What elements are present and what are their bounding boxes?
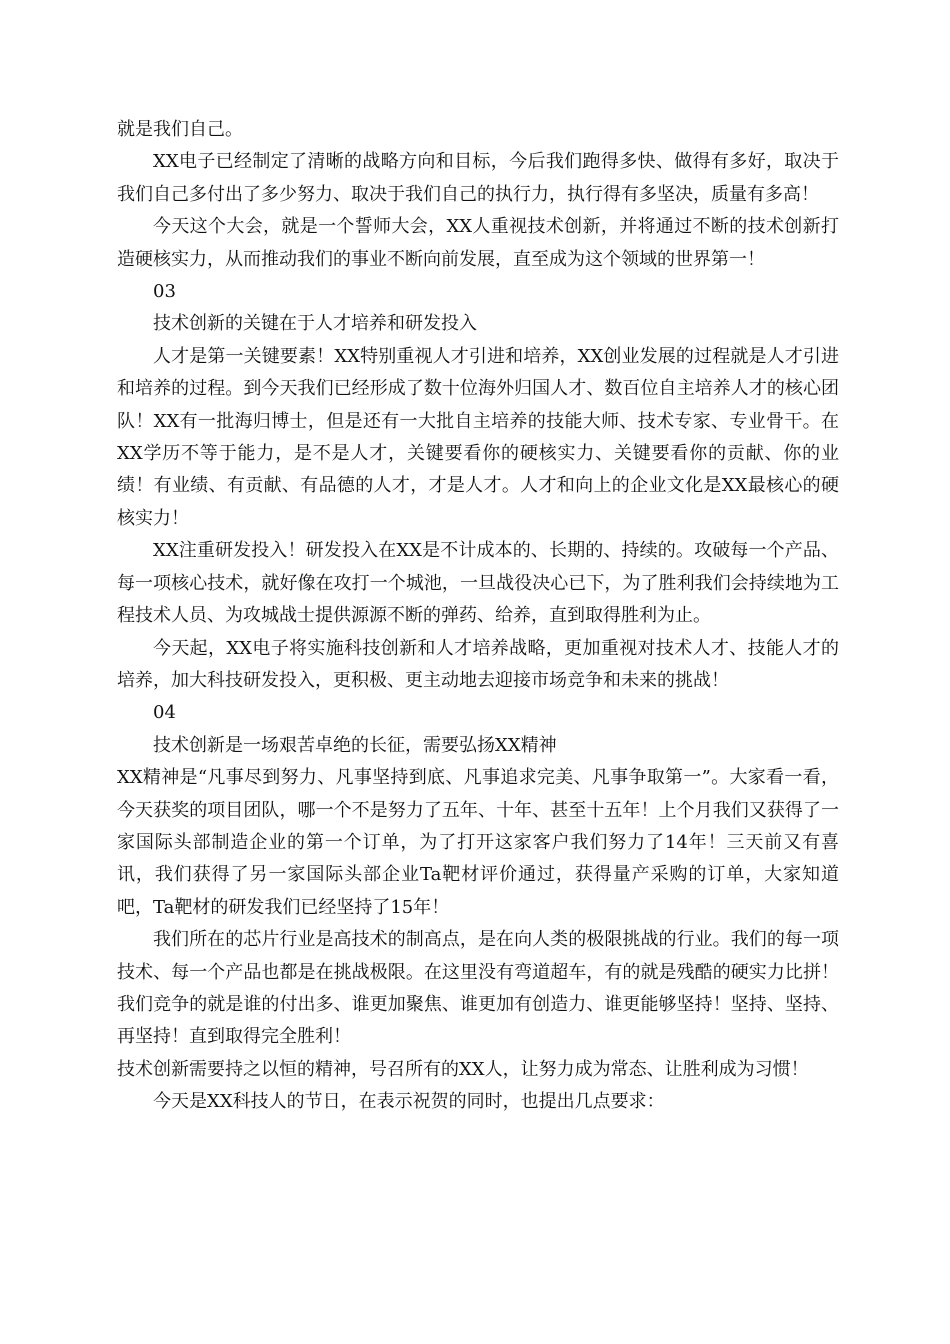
paragraph-chip-industry: 我们所在的芯片行业是高技术的制高点，是在向人类的极限挑战的行业。我们的每一项技术、每一个产品也都是在挑战极限。在这里没有弯道超车，有的就是残酷的硬实力比拼！我们竞争的就是谁的付出多、谁更加聚焦、谁更加有创造力、谁更能够坚持！坚持、坚持、再坚持！直到取得完全胜利！ [117, 929, 839, 1048]
document-body [117, 114, 839, 1119]
section-number-04: 04 [153, 702, 176, 724]
paragraph-rd-investment: XX注重研发投入！研发投入在XX是不计成本的、长期的、持续的。攻破每一个产品、每一项核心技术，就好像在攻打一个城池，一旦战役决心已下，为了胜利我们会持续地为工程技术人员、为攻城战士提供源源不断的弹药、给养，直到取得胜利为止。 [117, 540, 839, 627]
paragraph-call-to-action: 技术创新需要持之以恒的精神，号召所有的XX人，让努力成为常态、让胜利成为习惯！ [117, 1058, 809, 1080]
paragraph-spirit: XX精神是“凡事尽到努力、凡事坚持到底、凡事追求完美、凡事争取第一”。大家看一看，今天获奖的项目团队，哪一个不是努力了五年、十年、甚至十五年！上个月我们又获得了一家国际头部制造企业的第一个订单，为了打开这家客户我们努力了14年！三天前又有喜讯，我们获得了另一家国际头部企业Ta靶材评价通过，获得量产采购的订单，大家知道吧，Ta靶材的研发我们已经坚持了15年！ [117, 767, 839, 918]
section-heading-talent: 技术创新的关键在于人才培养和研发投入 [153, 313, 477, 335]
section-heading-spirit: 技术创新是一场艰苦卓绝的长征，需要弘扬XX精神 [153, 734, 557, 756]
paragraph-closing-line: 就是我们自己。 [117, 119, 243, 140]
paragraph-strategy-launch: 今天起，XX电子将实施科技创新和人才培养战略，更加重视对技术人才、技能人才的培养，加大科技研发投入，更积极、更主动地去迎接市场竞争和未来的挑战！ [117, 637, 839, 691]
paragraph-requirements: 今天是XX科技人的节日，在表示祝贺的同时，也提出几点要求： [153, 1091, 665, 1113]
paragraph-talent: 人才是第一关键要素！XX特别重视人才引进和培养，XX创业发展的过程就是人才引进和培养的过程。到今天我们已经形成了数十位海外归国人才、数百位自主培养人才的核心团队！XX有一批海归博士，但是还有一大批自主培养的技能大师、技术专家、专业骨干。在XX学历不等于能力，是不是人才，关键要看你的硬核实力、关键要看你的贡献、你的业绩！有业绩、有贡献、有品德的人才，才是人才。人才和向上的企业文化是XX最核心的硬核实力！ [117, 345, 839, 529]
paragraph-rally: 今天这个大会，就是一个誓师大会，XX人重视技术创新，并将通过不断的技术创新打造硬核实力，从而推动我们的事业不断向前发展，直至成为这个领域的世界第一！ [117, 216, 839, 270]
paragraph-strategy: XX电子已经制定了清晰的战略方向和目标，今后我们跑得多快、做得有多好，取决于我们自己多付出了多少努力、取决于我们自己的执行力，执行得有多坚决，质量有多高！ [117, 151, 839, 205]
section-number-03: 03 [153, 281, 176, 303]
